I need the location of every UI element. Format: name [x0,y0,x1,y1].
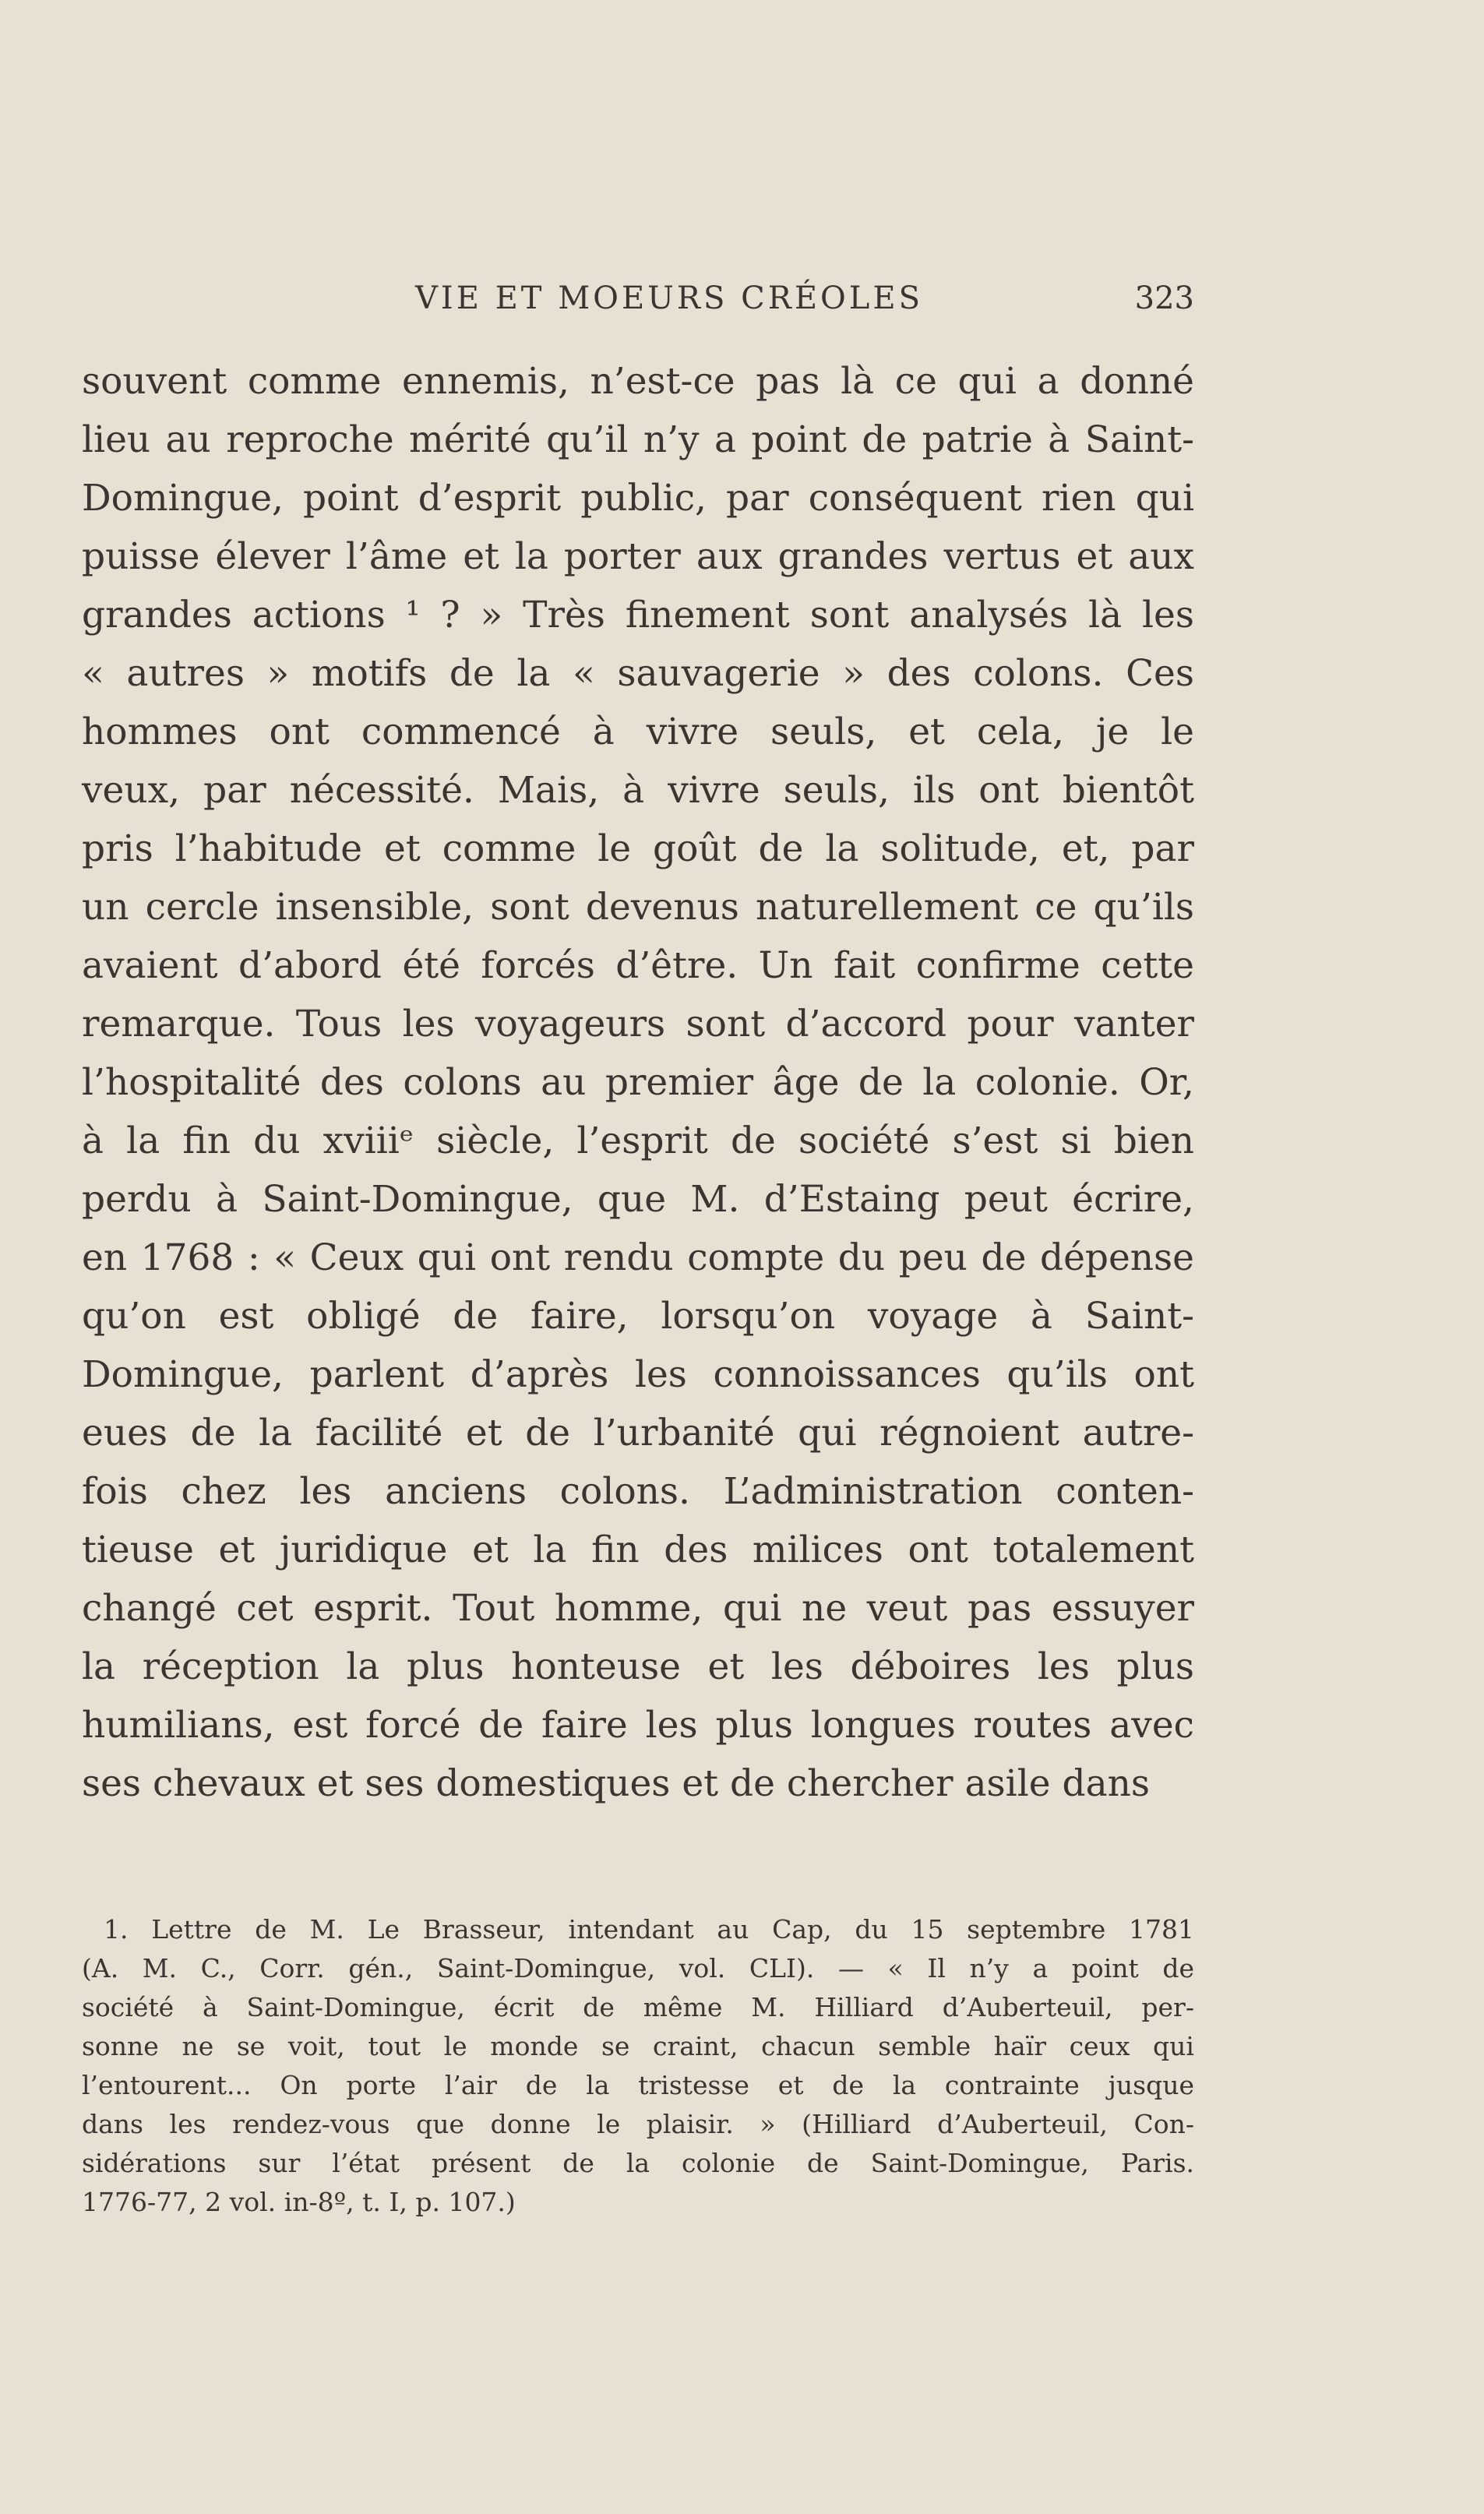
text-line: ses chevaux et ses domestiques et de chercher asile dans [82,1762,1150,1805]
text-line: à la fin du xviiiᵉ siècle, l’esprit de société s’est si bien [82,1119,1194,1162]
text-line: grandes actions ¹ ? » Très finement sont analysés là les [82,594,1194,636]
text-line: lieu au reproche mérité qu’il n’y a point de patrie à Saint- [82,418,1194,461]
main-text [82,352,1194,1813]
text-line: eues de la facilité et de l’urbanité qui régnoient autre- [82,1412,1194,1454]
text-line: la réception la plus honteuse et les déboires les plus [82,1645,1194,1688]
text-line: veux, par nécessité. Mais, à vivre seuls, ils ont bientôt [82,769,1194,812]
text-line: l’hospitalité des colons au premier âge de la colonie. Or, [82,1061,1194,1104]
text-line: avaient d’abord été forcés d’être. Un fait confirme cette [82,944,1194,987]
footnote-line: l’entourent... On porte l’air de la tristesse et de la contrainte jusque [82,2070,1194,2100]
text-line: puisse élever l’âme et la porter aux grandes vertus et aux [82,535,1194,578]
text-line: en 1768 : « Ceux qui ont rendu compte du peu de dépense [82,1236,1194,1279]
text-line: tieuse et juridique et la fin des milices ont totalement [82,1528,1194,1571]
text-line: souvent comme ennemis, n’est-ce pas là ce qui a donné [82,360,1194,403]
running-title: VIE ET MOEURS CRÉOLES [415,280,923,316]
text-line: remarque. Tous les voyageurs sont d’accord pour vanter [82,1003,1194,1045]
footnote-line: 1776-77, 2 vol. in-8º, t. I, p. 107.) [82,2187,516,2217]
footnote-line: dans les rendez-vous que donne le plaisir. » (Hilliard d’Auberteuil, Con- [82,2109,1194,2139]
text-line: « autres » motifs de la « sauvagerie » des colons. Ces [82,652,1194,695]
text-line: Domingue, parlent d’après les connoissances qu’ils ont [82,1353,1194,1396]
text-line: hommes ont commencé à vivre seuls, et cela, je le [82,710,1194,753]
text-line: qu’on est obligé de faire, lorsqu’on voyage à Saint- [82,1295,1194,1338]
running-header [82,280,1194,327]
text-line: Domingue, point d’esprit public, par conséquent rien qui [82,477,1194,520]
text-line: pris l’habitude et comme le goût de la solitude, et, par [82,827,1194,870]
footnote-line: sonne ne se voit, tout le monde se craint, chacun semble haïr ceux qui [82,2031,1194,2061]
text-line: changé cet esprit. Tout homme, qui ne veut pas essuyer [82,1587,1194,1630]
text-line: perdu à Saint-Domingue, que M. d’Estaing peut écrire, [82,1178,1194,1221]
footnote-line: 1. Lettre de M. Le Brasseur, intendant au Cap, du 15 septembre 1781 [104,1914,1194,1945]
footnote-line: sidérations sur l’état présent de la colonie de Saint-Domingue, Paris. [82,2148,1194,2178]
text-line: humilians, est forcé de faire les plus longues routes avec [82,1704,1194,1747]
footnote-line: société à Saint-Domingue, écrit de même M. Hilliard d’Auberteuil, per- [82,1992,1194,2022]
text-line: un cercle insensible, sont devenus naturellement ce qu’ils [82,886,1194,929]
footnote-line: (A. M. C., Corr. gén., Saint-Domingue, vol. CLI). — « Il n’y a point de [82,1953,1194,1983]
text-line: fois chez les anciens colons. L’administration conten- [82,1470,1194,1513]
footnotes [82,1910,1194,2222]
page-number: 323 [1134,280,1194,316]
